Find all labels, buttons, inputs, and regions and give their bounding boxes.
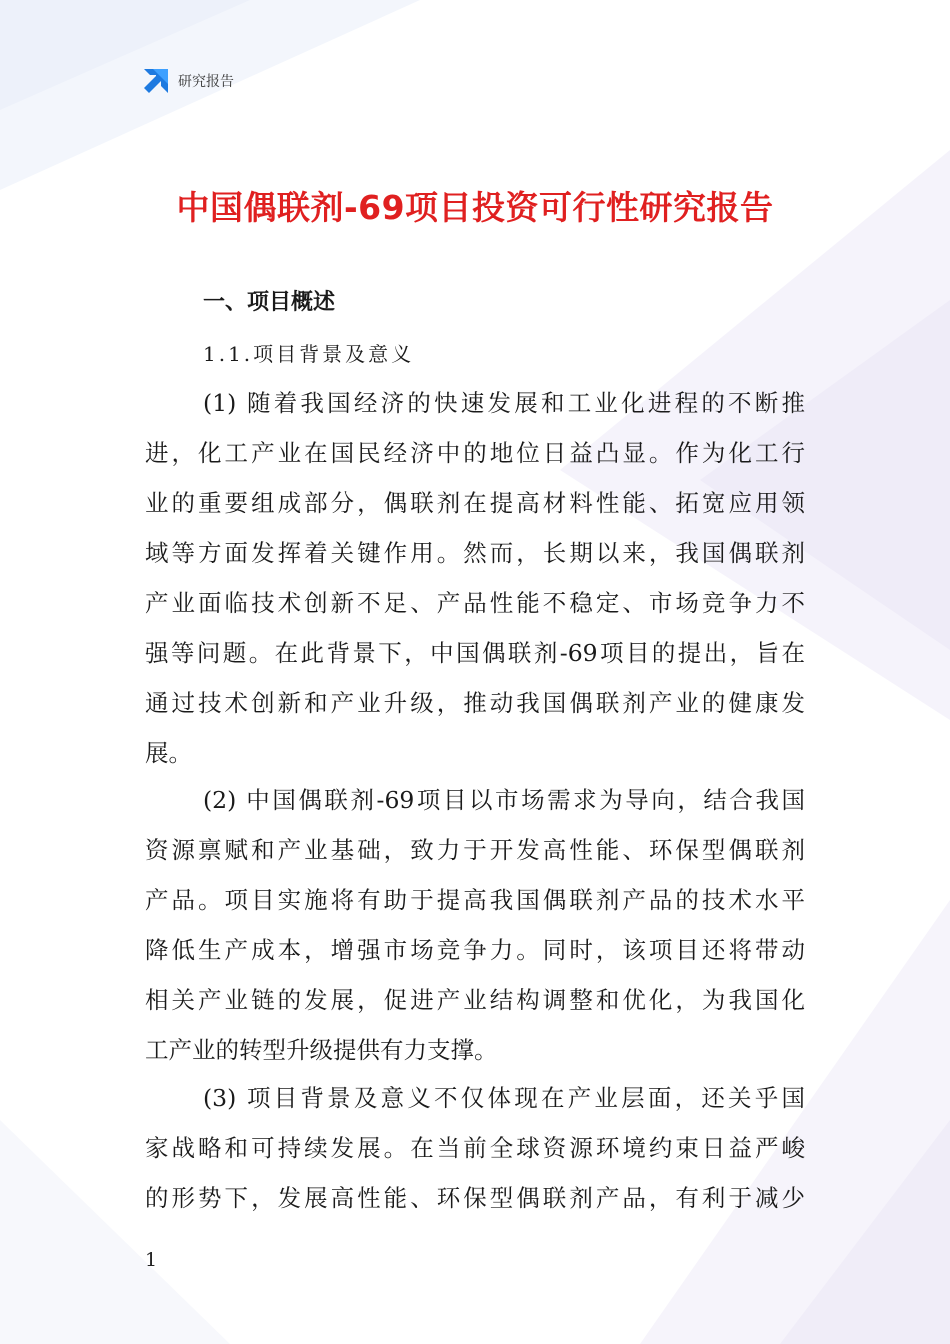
- text-line: 展。: [145, 739, 192, 767]
- page-number: 1: [145, 1249, 158, 1271]
- text-line: 的形势下，发展高性能、环保型偶联剂产品，有利于减少: [145, 1184, 805, 1212]
- text-line: 资源禀赋和产业基础，致力于开发高性能、环保型偶联剂: [145, 836, 805, 864]
- text-line: (2) 中国偶联剂-69项目以市场需求为导向，结合我国: [203, 786, 805, 814]
- arrow-up-right-icon: [143, 68, 169, 94]
- text-line: 强等问题。在此背景下，中国偶联剂-69项目的提出，旨在: [145, 639, 805, 667]
- text-line: 降低生产成本，增强市场竞争力。同时，该项目还将带动: [145, 936, 805, 964]
- text-line: 家战略和可持续发展。在当前全球资源环境约束日益严峻: [145, 1134, 805, 1162]
- paragraph-3: [145, 1073, 805, 1223]
- subsection-heading: 1.1.项目背景及意义: [203, 342, 415, 366]
- paragraph-2: [145, 775, 805, 1075]
- text-line: 进，化工产业在国民经济中的地位日益凸显。作为化工行: [145, 439, 805, 467]
- paragraph-1: [145, 378, 805, 778]
- report-header: [143, 68, 234, 94]
- text-line: (3) 项目背景及意义不仅体现在产业层面，还关乎国: [203, 1084, 805, 1112]
- text-line: 业的重要组成部分，偶联剂在提高材料性能、拓宽应用领: [145, 489, 805, 517]
- text-line: (1) 随着我国经济的快速发展和工业化进程的不断推: [203, 389, 805, 417]
- text-line: 工产业的转型升级提供有力支撑。: [145, 1036, 498, 1064]
- text-line: 产业面临技术创新不足、产品性能不稳定、市场竞争力不: [145, 589, 805, 617]
- text-line: 通过技术创新和产业升级，推动我国偶联剂产业的健康发: [145, 689, 805, 717]
- document-title: 中国偶联剂-69项目投资可行性研究报告: [176, 188, 774, 227]
- section-heading: 一、项目概述: [203, 290, 336, 315]
- text-line: 域等方面发挥着关键作用。然而，长期以来，我国偶联剂: [145, 539, 805, 567]
- header-label: 研究报告: [178, 74, 234, 90]
- text-line: 产品。项目实施将有助于提高我国偶联剂产品的技术水平: [145, 886, 805, 914]
- text-line: 相关产业链的发展，促进产业结构调整和优化，为我国化: [145, 986, 805, 1014]
